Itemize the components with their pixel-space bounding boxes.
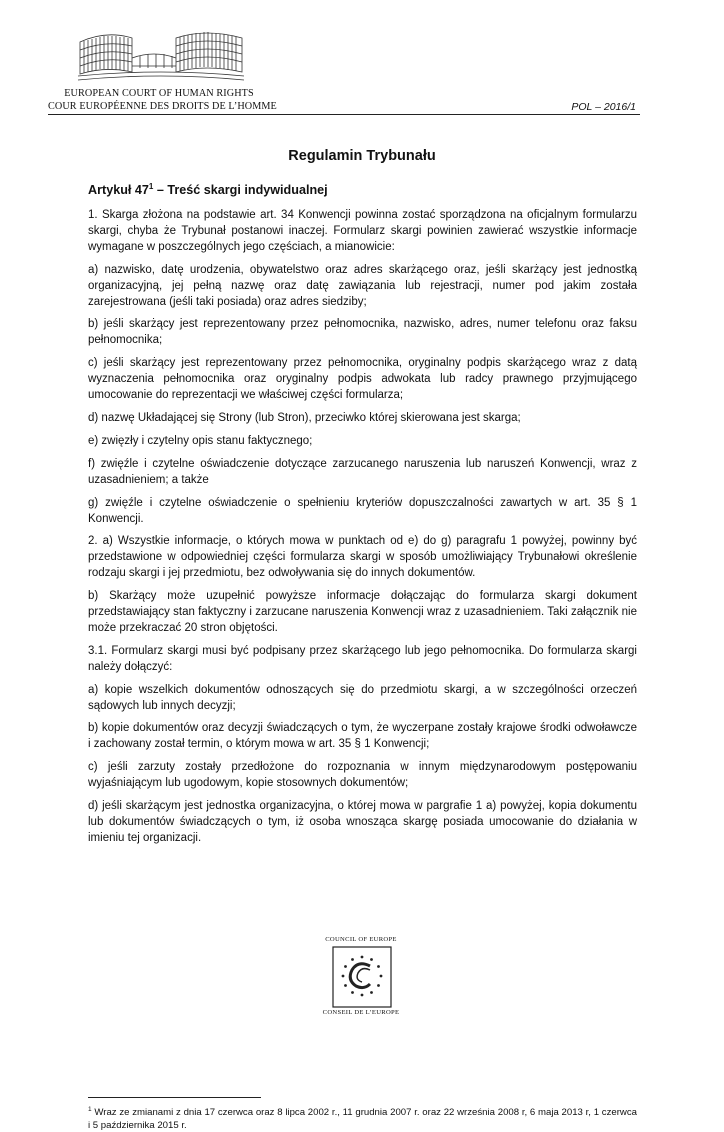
paragraph-3-1c: c) jeśli zarzuty zostały przedłożone do rozpoznania w innym międzynarodowym postępowaniu wyjaśniającym lub ugodowym, kopie stosownych dokumentów; xyxy=(88,761,637,790)
footnote xyxy=(88,1106,637,1132)
paragraph-3-1a: a) kopie wszelkich dokumentów odnoszących się do przedmiotu skargi, a w szczególności orzeczeń sądowych lub innych decyzji; xyxy=(88,683,637,712)
paragraph-3-1: 3.1. Formularz skargi musi być podpisany przez skarżącego lub jego pełnomocnika. Do formularza skargi należy dołączyć: xyxy=(88,644,637,673)
paragraph-1c: c) jeśli skarżący jest reprezentowany przez pełnomocnika, oryginalny podpis skarżącego wraz z datą wyznaczenia pełnomocnika oraz oryginalny podpis adwokata lub radcy prawnego przyjmującego umocowanie do reprezentacji we właściwej części formularza; xyxy=(88,357,637,402)
document-reference: POL – 2016/1 xyxy=(571,101,636,113)
article-heading xyxy=(88,183,328,197)
paragraph-1a: a) nazwisko, datę urodzenia, obywatelstwo oraz adres skarżącego oraz, jeśli skarżący jest jednostką organizacyjną, jej pełną nazwę oraz datę zawiązania lub rejestracji, numer pod jakim została zarejestrowana (jeśli taki posiada) oraz adres siedziby; xyxy=(88,263,637,308)
paragraph-3-1d: d) jeśli skarżącym jest jednostka organizacyjna, o której mowa w pargrafie 1 a) powyżej, kopia dokumentu lub dokumentów świadczących o tym, iż osoba wnosząca skargę posiada umocowanie do działania w imieniu tej organizacji. xyxy=(88,800,637,844)
conseil-de-leurope-label: CONSEIL DE L’EUROPE xyxy=(322,1009,400,1016)
header-divider xyxy=(48,114,640,115)
article-body xyxy=(88,208,637,854)
paragraph-2a: 2. a) Wszystkie informacje, o których mowa w punktach od e) do g) paragrafu 1 powyżej, powinny być przedstawione w odpowiedniej części formularza skargi w sposób umożliwiający Trybunałowi określenie rodzaju skargi i jej przedmiotu, bez odwoływania się do innych dokumentów. xyxy=(88,535,637,580)
document-title: Regulamin Trybunału xyxy=(288,148,436,164)
article-heading-prefix: Artykuł 47 xyxy=(88,183,149,197)
paragraph-3-1b: b) kopie dokumentów oraz decyzji świadczących o tym, że wyczerpane zostały krajowe środki odwoławcze i zachowany został termin, o którym mowa w art. 35 § 1 Konwencji; xyxy=(88,722,637,751)
paragraph-1e: e) zwięzły i czytelny opis stanu faktycznego; xyxy=(88,434,313,447)
paragraph-1: 1. Skarga złożona na podstawie art. 34 Konwencji powinna zostać sporządzona na oficjalnym formularzu skargi, chyba że Trybunał postanowi inaczej. Formularz skargi powinien zawierać wszystkie informacje wymagane w poszczególnych jego częściach, a mianowicie: xyxy=(88,209,637,253)
paragraph-1d: d) nazwę Układającej się Strony (lub Stron), przeciwko której skierowana jest skarga; xyxy=(88,411,521,424)
paragraph-1f: f) zwięźle i czytelne oświadczenie dotyczące zarzucanego naruszenia lub naruszeń Konwencji, wraz z uzasadnieniem; a także xyxy=(88,457,637,486)
court-name-fr: COUR EUROPÉENNE DES DROITS DE L’HOMME xyxy=(48,101,277,112)
footnote-divider xyxy=(88,1097,261,1098)
article-heading-suffix: – Treść skargi indywidualnej xyxy=(153,183,328,197)
paragraph-2b: b) Skarżący może uzupełnić powyższe informacje dołączając do formularza skargi dokument przedstawiający stan faktyczny i zarzucane naruszenia Konwencji wraz z uzasadnieniem. Taki załącznik nie może przekraczać 20 stron objętości. xyxy=(88,590,637,634)
paragraph-1b: b) jeśli skarżący jest reprezentowany przez pełnomocnika, nazwisko, adres, numer telefonu oraz faksu pełnomocnika; xyxy=(88,318,637,347)
footnote-mark: 1 xyxy=(88,1106,92,1113)
court-name-en: EUROPEAN COURT OF HUMAN RIGHTS xyxy=(64,88,254,99)
court-building-icon xyxy=(76,28,246,90)
council-of-europe-label: COUNCIL OF EUROPE xyxy=(325,936,397,943)
footnote-reference[interactable]: 1 xyxy=(148,182,154,191)
paragraph-1g: g) zwięźle i czytelne oświadczenie o spełnieniu kryteriów dopuszczalności zawartych w art. 35 § 1 Konwencji. xyxy=(88,496,637,525)
council-of-europe-emblem-icon xyxy=(332,946,392,1008)
footnote-text: Wraz ze zmianami z dnia 17 czerwca oraz 8 lipca 2002 r., 11 grudnia 2007 r. oraz 22 września 2008 r, 6 maja 2013 r, 1 czerwca i 5 października 2015 r. xyxy=(88,1107,637,1131)
